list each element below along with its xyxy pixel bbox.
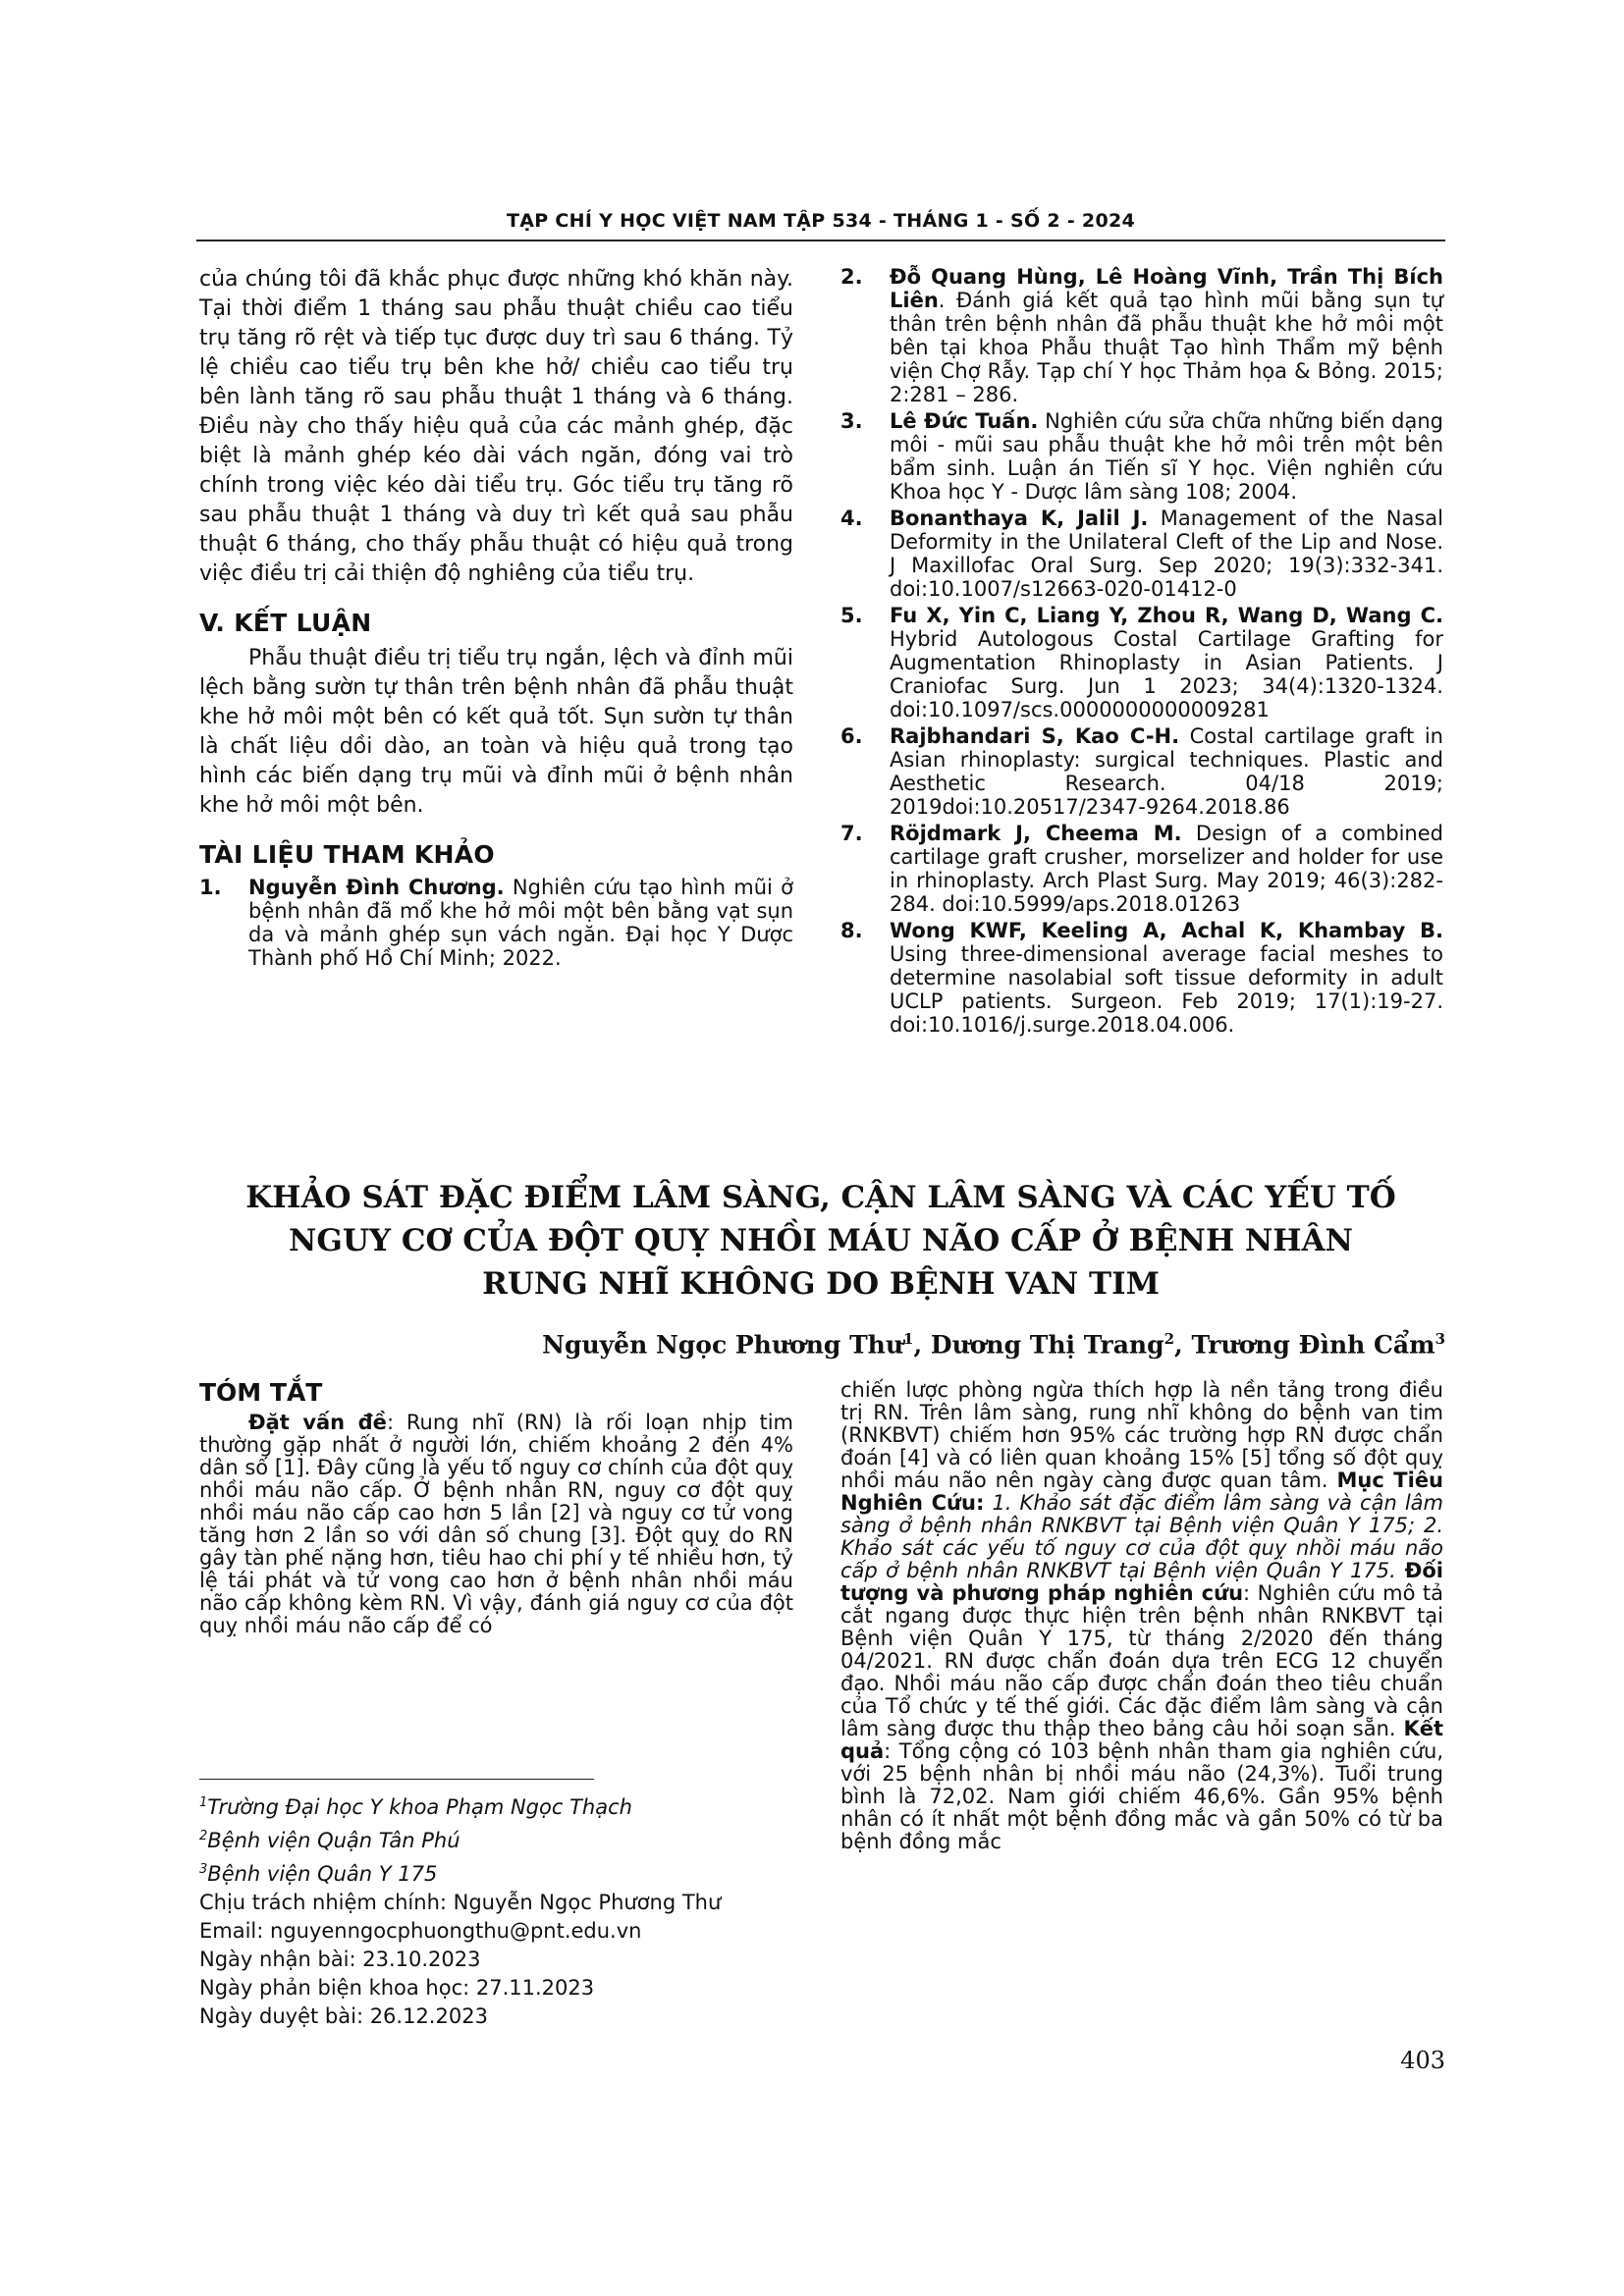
abstract-results-text: : Tổng cộng có 103 bệnh nhân tham gia nghiên cứu, với 25 bệnh nhân bị nhồi máu não (24,3%). Tuổi trung bình là 72,02. Nam giới chiếm 46,6%. Gần 95% bệnh nhân có ít nhất một bệnh đồng mắc và gần 50% có từ ba bệnh đồng mắc bbox=[840, 1739, 1443, 1853]
date-received: Ngày nhận bài: 23.10.2023 bbox=[199, 1948, 481, 1971]
author-name: Nguyễn Ngọc Phương Thư bbox=[542, 1330, 904, 1360]
author-affiliation-mark: 2 bbox=[1164, 1330, 1175, 1348]
reference-item bbox=[840, 919, 1443, 1037]
reference-text: . Đánh giá kết quả tạo hình mũi bằng sụn tự thân trên bệnh nhân đã phẫu thuật khe hở môi một bên tại khoa Phẫu thuật Tạo hình Thẩm mỹ bệnh viện Chợ Rẫy. Tạp chí Y học Thảm họa & Bỏng. 2015; 2:281 – 286. bbox=[890, 289, 1443, 406]
abstract-right-column bbox=[840, 1379, 1443, 1853]
abstract-objective-label: Mục Tiêu Nghiên Cứu: bbox=[840, 1468, 1444, 1515]
abstract-heading: TÓM TẮT bbox=[199, 1378, 323, 1407]
reference-number: 7. bbox=[840, 822, 863, 845]
discussion-paragraph: của chúng tôi đã khắc phục được những khó khăn này. Tại thời điểm 1 tháng sau phẫu thuật chiều cao tiểu trụ tăng rõ rệt và tiếp tục được duy trì sau 6 tháng. Tỷ lệ chiều cao tiểu trụ bên khe hở/ chiều cao tiểu trụ bên lành tăng rõ sau phẫu thuật 1 tháng và 6 tháng. Điều này cho thấy hiệu quả của các mảnh ghép, đặc biệt là mảnh ghép kéo dài vách ngăn, đóng vai trò chính trong việc kéo dài tiểu trụ. Góc tiểu trụ tăng rõ sau phẫu thuật 1 tháng và duy trì kết quả sau phẫu thuật 6 tháng, cho thấy phẫu thuật có hiệu quả trong việc điều trị cải thiện độ nghiêng của tiểu trụ. bbox=[199, 267, 793, 586]
article-authors bbox=[196, 1330, 1445, 1359]
reference-number: 4. bbox=[840, 507, 863, 530]
abstract-background-text: : Rung nhĩ (RN) là rối loạn nhịp tim thường gặp nhất ở người lớn, chiếm khoảng 2 đến 4% dân số [1]. Đây cũng là yếu tố nguy cơ chính của đột quỵ nhồi máu não cấp. Ở bệnh nhân RN, nguy cơ đột quỵ nhồi máu não cấp cao hơn 5 lần [2] và nguy cơ tử vong tăng hơn 2 lần so với dân số chung [3]. Đột quỵ do RN gây tàn phế nặng hơn, tiêu hao chi phí y tế nhiều hơn, tỷ lệ tái phát và tử vong cao hơn ở bệnh nhân nhồi máu não cấp không kèm RN. Vì vậy, đánh giá nguy cơ của đột quỵ nhồi máu não cấp để có bbox=[199, 1411, 794, 1637]
left-column bbox=[199, 265, 793, 973]
abstract-methods-label: Đối tượng và phương pháp nghiên cứu bbox=[840, 1559, 1443, 1605]
reference-item bbox=[840, 507, 1443, 601]
affiliation-2 bbox=[199, 1822, 793, 1855]
date-reviewed: Ngày phản biện khoa học: 27.11.2023 bbox=[199, 1976, 595, 2000]
affiliation-text: Bệnh viện Quân Y 175 bbox=[207, 1862, 438, 1886]
header-divider bbox=[196, 240, 1445, 241]
reference-text: Management of the Nasal Deformity in the Unilateral Cleft of the Lip and Nose. J Maxillofac Oral Surg. Sep 2020; 19(3):332-341. doi:10.1007/s12663-020-01412-0 bbox=[890, 507, 1443, 601]
author-separator: , bbox=[1174, 1330, 1192, 1360]
author-affiliation-mark: 3 bbox=[1435, 1330, 1445, 1348]
reference-authors: Fu X, Yin C, Liang Y, Zhou R, Wang D, Wang C. bbox=[890, 604, 1443, 627]
abstract-continuation bbox=[840, 1379, 1443, 1853]
reference-authors: Bonanthaya K, Jalil J. bbox=[890, 507, 1149, 530]
corresponding-email: Email: nguyenngocphuongthu@pnt.edu.vn bbox=[199, 1919, 642, 1943]
reference-item bbox=[840, 409, 1443, 504]
reference-authors: Rajbhandari S, Kao C-H. bbox=[890, 724, 1180, 748]
author-name: Dương Thị Trang bbox=[930, 1330, 1164, 1360]
article-title bbox=[196, 1176, 1445, 1306]
article-title-line: RUNG NHĨ KHÔNG DO BỆNH VAN TIM bbox=[482, 1266, 1160, 1302]
abstract-background bbox=[199, 1412, 793, 1637]
references-heading: TÀI LIỆU THAM KHẢO bbox=[199, 840, 495, 869]
reference-text: Hybrid Autologous Costal Cartilage Grafting for Augmentation Rhinoplasty in Asian Patients. J Craniofac Surg. Jun 1 2023; 34(4):1320-1324. doi:10.1097/scs.0000000000009281 bbox=[890, 627, 1443, 721]
abstract-results-label: Kết quả bbox=[840, 1717, 1443, 1763]
footnote-divider bbox=[199, 1779, 594, 1780]
affiliation-text: Trường Đại học Y khoa Phạm Ngọc Thạch bbox=[207, 1795, 632, 1819]
abstract-objective-text: 1. Khảo sát đặc điểm lâm sàng và cận lâm sàng ở bệnh nhân RNKBVT tại Bệnh viện Quân Y 175; 2. Khảo sát các yếu tố nguy cơ của đột quỵ nhồi máu não cấp ở bệnh nhân RNKBVT tại Bệnh viện Quân Y 175. bbox=[840, 1491, 1443, 1582]
reference-number: 8. bbox=[840, 919, 863, 942]
reference-authors: Wong KWF, Keeling A, Achal K, Khambay B. bbox=[890, 919, 1443, 942]
reference-text: Nghiên cứu sửa chữa những biến dạng môi - mũi sau phẫu thuật khe hở môi trên một bên bẩm sinh. Luận án Tiến sĩ Y học. Viện nghiên cứu Khoa học Y - Dược lâm sàng 108; 2004. bbox=[890, 409, 1443, 504]
affiliation-text: Bệnh viện Quận Tân Phú bbox=[207, 1829, 460, 1852]
article-title-line: KHẢO SÁT ĐẶC ĐIỂM LÂM SÀNG, CẬN LÂM SÀNG VÀ CÁC YẾU TỐ bbox=[245, 1180, 1396, 1215]
abstract-background-label: Đặt vấn đề bbox=[248, 1411, 387, 1434]
reference-item bbox=[840, 604, 1443, 721]
reference-number: 2. bbox=[840, 265, 863, 289]
reference-number: 6. bbox=[840, 724, 863, 748]
article-title-line: NGUY CƠ CỦA ĐỘT QUỴ NHỒI MÁU NÃO CẤP Ở BỆNH NHÂN bbox=[289, 1223, 1353, 1258]
reference-authors: Röjdmark J, Cheema M. bbox=[890, 822, 1182, 845]
author-separator: , bbox=[913, 1330, 931, 1360]
abstract-left-column bbox=[199, 1379, 793, 1637]
author-name: Trương Đình Cẩm bbox=[1191, 1330, 1435, 1360]
page-number: 403 bbox=[1400, 2047, 1445, 2074]
reference-authors: Đỗ Quang Hùng, Lê Hoàng Vĩnh, Trần Thị Bích Liên bbox=[890, 265, 1443, 312]
reference-item bbox=[840, 265, 1443, 406]
affiliation-3 bbox=[199, 1855, 793, 1889]
date-approved: Ngày duyệt bài: 26.12.2023 bbox=[199, 2004, 488, 2028]
affiliation-mark: 1 bbox=[199, 1795, 208, 1810]
conclusion-heading: V. KẾT LUẬN bbox=[199, 609, 372, 637]
journal-header: TẠP CHÍ Y HỌC VIỆT NAM TẬP 534 - THÁNG 1 - SỐ 2 - 2024 bbox=[506, 210, 1136, 232]
reference-text: Using three-dimensional average facial meshes to determine nasolabial soft tissue deformity in adult UCLP patients. Surgeon. Feb 2019; 17(1):19-27. doi:10.1016/j.surge.2018.04.006. bbox=[890, 942, 1443, 1037]
reference-number: 3. bbox=[840, 409, 863, 433]
reference-item bbox=[199, 876, 793, 970]
abstract-methods-text: : Nghiên cứu mô tả cắt ngang được thực hiện trên bệnh nhân RNKBVT tại Bệnh viện Quân Y 175, từ tháng 2/2020 đến tháng 04/2021. RN được chẩn đoán dựa trên ECG 12 chuyển đạo. Nhồi máu não cấp được chẩn đoán theo tiêu chuẩn của Tổ chức y tế thế giới. Các đặc điểm lâm sàng và cận lâm sàng được thu thập theo bảng câu hỏi soạn sẵn. bbox=[840, 1581, 1444, 1740]
reference-text: Costal cartilage graft in Asian rhinoplasty: surgical techniques. Plastic and Aesthetic Research. 04/18 2019; 2019doi:10.20517/2347-9264.2018.86 bbox=[890, 724, 1443, 819]
reference-number: 1. bbox=[199, 876, 222, 899]
reference-authors: Nguyễn Đình Chương. bbox=[248, 876, 505, 899]
author-affiliation-mark: 1 bbox=[903, 1330, 914, 1348]
right-column bbox=[840, 265, 1443, 1040]
reference-text: Nghiên cứu tạo hình mũi ở bệnh nhân đã mổ khe hở môi một bên bằng vạt sụn da và mảnh ghép sụn vách ngăn. Đại học Y Dược Thành phố Hồ Chí Minh; 2022. bbox=[248, 876, 793, 970]
footnotes bbox=[199, 1789, 793, 2031]
reference-item bbox=[840, 724, 1443, 819]
abstract-continuation-text: chiến lược phòng ngừa thích hợp là nền tảng trong điều trị RN. Trên lâm sàng, rung nhĩ không do bệnh van tim (RNKBVT) chiếm hơn 95% các trường hợp RN được chẩn đoán [4] và có liên quan khoảng 15% [5] tổng số đột quỵ nhồi máu não nên ngày càng được quan tâm. bbox=[840, 1378, 1443, 1492]
conclusion-text: Phẫu thuật điều trị tiểu trụ ngắn, lệch và đỉnh mũi lệch bằng sườn tự thân trên bệnh nhân đã phẫu thuật khe hở môi một bên có kết quả tốt. Sụn sườn tự thân là chất liệu dồi dào, an toàn và hiệu quả trong tạo hình các biến dạng trụ mũi và đỉnh mũi ở bệnh nhân khe hở môi một bên. bbox=[199, 646, 793, 818]
corresponding-author: Chịu trách nhiệm chính: Nguyễn Ngọc Phương Thư bbox=[199, 1891, 722, 1914]
affiliation-mark: 3 bbox=[199, 1862, 208, 1877]
reference-number: 5. bbox=[840, 604, 863, 627]
reference-authors: Lê Đức Tuấn. bbox=[890, 409, 1039, 433]
reference-text: Design of a combined cartilage graft crusher, morselizer and holder for use in rhinoplasty. Arch Plast Surg. May 2019; 46(3):282-284. doi:10.5999/aps.2018.01263 bbox=[890, 822, 1443, 916]
affiliation-mark: 2 bbox=[199, 1829, 208, 1843]
affiliation-1 bbox=[199, 1789, 793, 1822]
reference-item bbox=[840, 822, 1443, 916]
